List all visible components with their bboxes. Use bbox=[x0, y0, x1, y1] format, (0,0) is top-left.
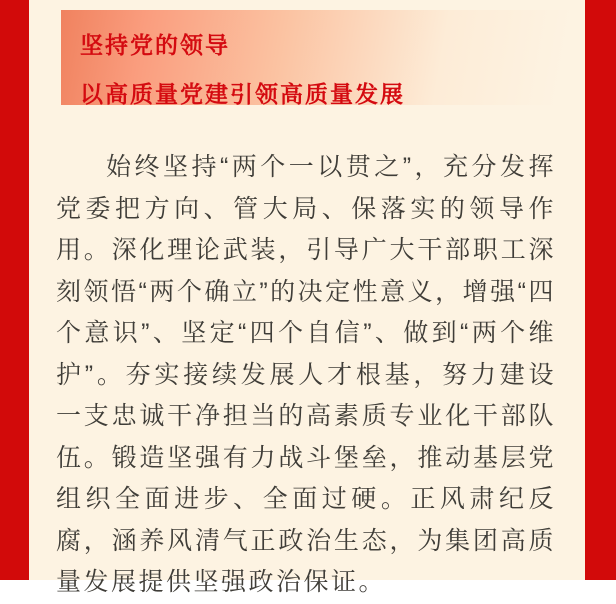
section-heading-line2: 以高质量党建引领高质量发展 bbox=[80, 81, 405, 107]
left-red-border-bar bbox=[0, 0, 29, 580]
body-paragraph: 始终坚持“两个一以贯之”，充分发挥党委把方向、管大局、保落实的领导作用。深化理论武装，引导广大干部职工深刻领悟“两个确立”的决定性意义，增强“四个意识”、坚定“四个自信”、做到“两个维护”。夯实接续发展人才根基，努力建设一支忠诚干净担当的高素质专业化干部队伍。锻造坚强有力战斗堡垒，推动基层党组织全面进步、全面过硬。正风肃纪反腐，涵养风清气正政治生态，为集团高质量发展提供坚强政治保证。 bbox=[56, 153, 556, 596]
section-heading-box bbox=[61, 10, 585, 105]
right-red-border-bar bbox=[585, 0, 616, 580]
section-heading-line1: 坚持党的领导 bbox=[80, 32, 230, 58]
